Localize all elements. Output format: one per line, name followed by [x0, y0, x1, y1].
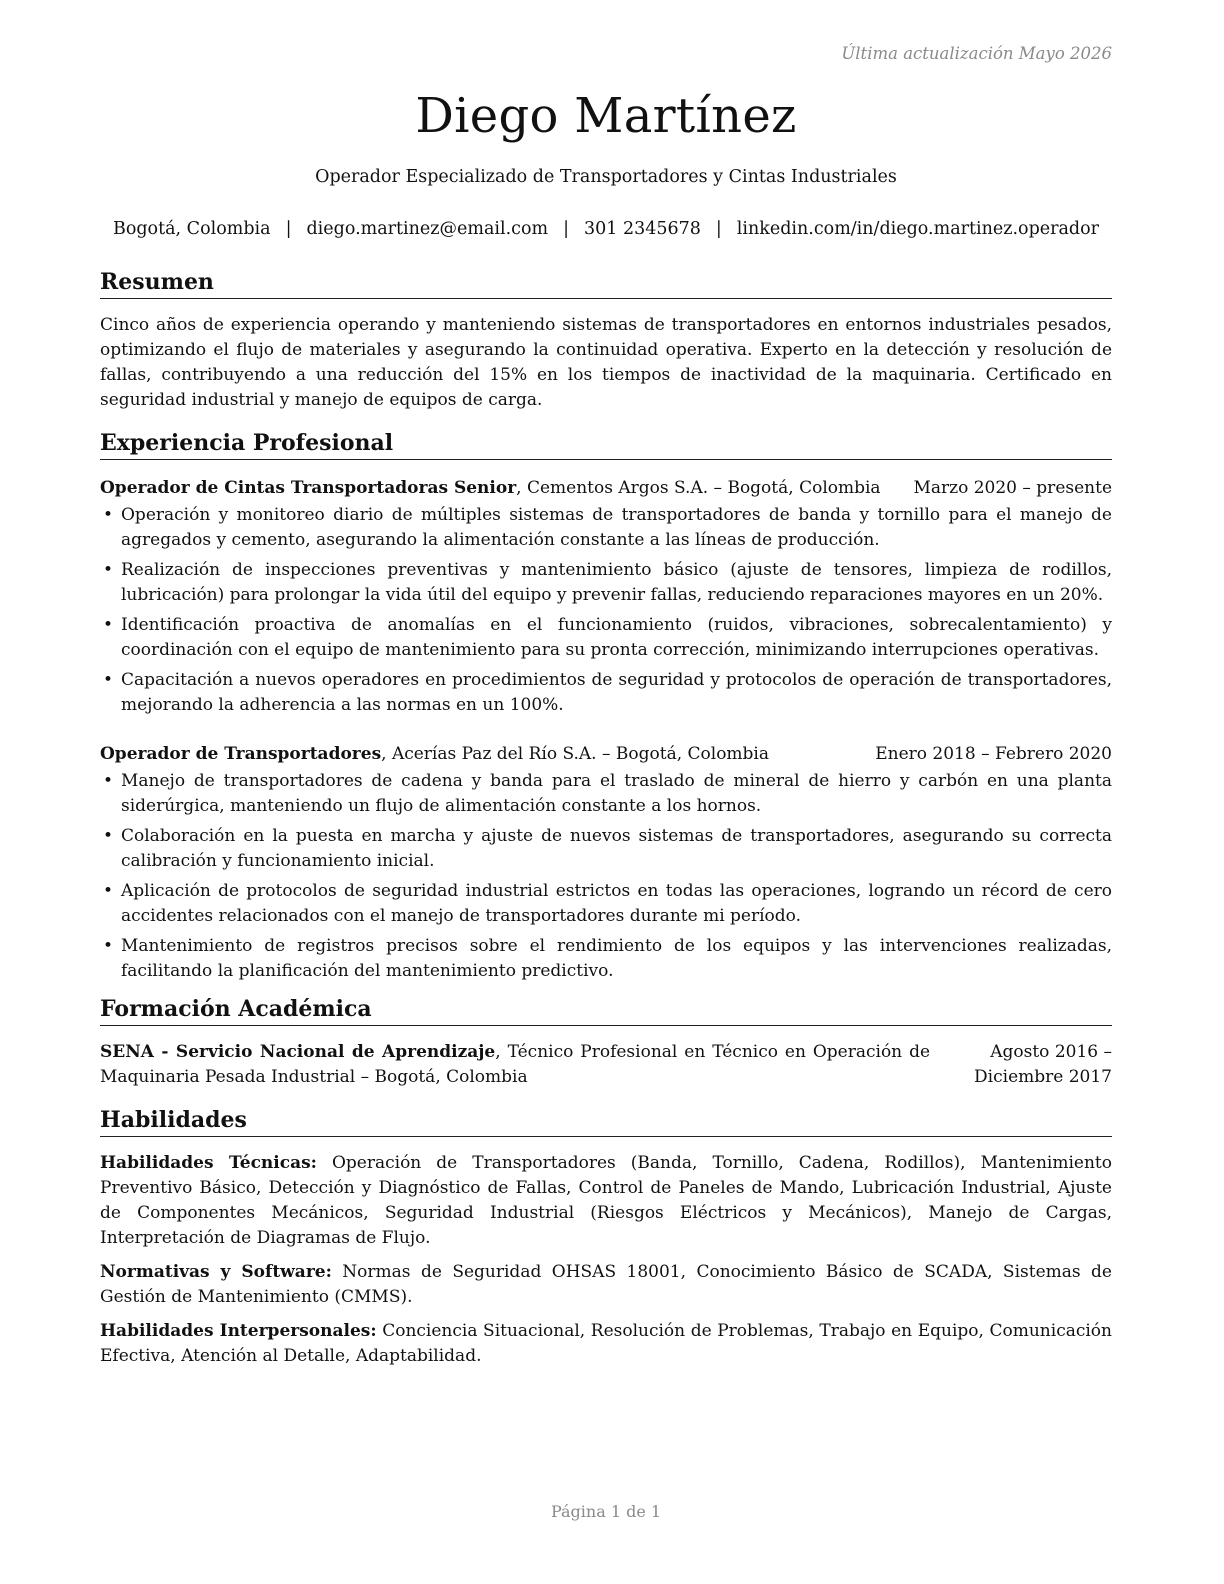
education-institution: SENA - Servicio Nacional de Aprendizaje	[100, 1042, 496, 1062]
bullet-icon: •	[103, 670, 114, 690]
job-bullet: • Colaboración en la puesta en marcha y ajuste de nuevos sistemas de transportadores, asegurando su correcta calibración y funcionamiento inicial.	[103, 826, 1112, 871]
summary-heading: Resumen	[100, 268, 1112, 299]
resume-page	[100, 0, 1112, 1584]
skills-heading: Habilidades	[100, 1106, 1112, 1137]
job-header	[100, 742, 1112, 767]
skill-group	[100, 1319, 1112, 1369]
job-bullets	[100, 769, 1112, 984]
job-header	[100, 476, 1112, 501]
education-heading: Formación Académica	[100, 995, 1112, 1026]
job-bullet: • Mantenimiento de registros precisos sobre el rendimiento de los equipos y las intervenciones realizadas, facilitando la planificación del mantenimiento predictivo.	[103, 936, 1112, 981]
candidate-name: Diego Martínez	[415, 88, 797, 144]
skills-section	[100, 1106, 1112, 1369]
resume-body	[100, 268, 1112, 1378]
bullet-icon: •	[103, 826, 114, 846]
education-section	[100, 995, 1112, 1090]
candidate-headline: Operador Especializado de Transportadores y Cintas Industriales	[315, 167, 897, 187]
last-updated: Última actualización Mayo 2026	[841, 44, 1112, 63]
job-company: , Acerías Paz del Río S.A. – Bogotá, Colombia	[381, 744, 770, 764]
job-role: Operador de Transportadores	[100, 744, 382, 764]
contact-location: Bogotá, Colombia	[112, 219, 271, 239]
contact-email[interactable]: diego.martinez@email.com	[306, 219, 549, 239]
contact-line	[100, 219, 1112, 239]
contact-linkedin[interactable]: linkedin.com/in/diego.martinez.operador	[736, 219, 1100, 239]
skill-group	[100, 1151, 1112, 1251]
summary-section	[100, 268, 1112, 413]
education-entry	[100, 1040, 1112, 1090]
bullet-icon: •	[103, 881, 114, 901]
contact-phone: 301 2345678	[583, 219, 701, 239]
bullet-icon: •	[103, 936, 114, 956]
bullet-icon: •	[103, 560, 114, 580]
page-footer: Página 1 de 1	[550, 1502, 662, 1521]
education-dates: Agosto 2016 – Diciembre 2017	[974, 1042, 1112, 1087]
job-bullet: • Manejo de transportadores de cadena y banda para el traslado de mineral de hierro y carbón en una planta siderúrgica, manteniendo un flujo de alimentación constante a los hornos.	[103, 771, 1112, 816]
contact-separator: |	[285, 219, 292, 239]
skill-group-label: Normativas y Software:	[100, 1262, 332, 1282]
skill-group-text: Operación de Transportadores (Banda, Tornillo, Cadena, Rodillos), Mantenimiento Preventivo Básico, Detección y Diagnóstico de Fallas, Control de Paneles de Mando, Lubricación Industrial, Ajuste de Componentes Mecánicos, Seguridad Industrial (Riesgos Eléctricos y Mecánicos), Manejo de Cargas, Interpretación de Diagramas de Flujo.	[100, 1153, 1112, 1248]
experience-section	[100, 429, 1112, 984]
skill-group-text: Normas de Seguridad OHSAS 18001, Conocimiento Básico de SCADA, Sistemas de Gestión de Mantenimiento (CMMS).	[100, 1262, 1112, 1307]
bullet-icon: •	[103, 505, 114, 525]
job-bullets	[100, 503, 1112, 718]
bullet-icon: •	[103, 771, 114, 791]
education-degree: , Técnico Profesional en Técnico en Operación de Maquinaria Pesada Industrial – Bogotá, Colombia	[100, 1042, 931, 1087]
skill-group	[100, 1260, 1112, 1310]
skill-group-text: Conciencia Situacional, Resolución de Problemas, Trabajo en Equipo, Comunicación Efectiva, Atención al Detalle, Adaptabilidad.	[100, 1321, 1112, 1366]
job-bullet: • Aplicación de protocolos de seguridad industrial estrictos en todas las operaciones, logrando un récord de cero accidentes relacionados con el manejo de transportadores durante mi período.	[103, 881, 1112, 926]
job-bullet: • Identificación proactiva de anomalías en el funcionamiento (ruidos, vibraciones, sobrecalentamiento) y coordinación con el equipo de mantenimiento para su pronta corrección, minimizando interrupciones operativas.	[103, 615, 1112, 660]
job-company: , Cementos Argos S.A. – Bogotá, Colombia	[516, 478, 881, 498]
job-entry	[100, 742, 1112, 984]
skill-group-label: Habilidades Técnicas:	[100, 1153, 317, 1173]
job-entry	[100, 476, 1112, 718]
contact-separator: |	[715, 219, 722, 239]
contact-separator: |	[563, 219, 569, 239]
job-bullet: • Operación y monitoreo diario de múltiples sistemas de transportadores de banda y tornillo para el manejo de agregados y cemento, asegurando la alimentación constante a las líneas de producción.	[103, 505, 1112, 550]
job-bullet: • Capacitación a nuevos operadores en procedimientos de seguridad y protocolos de operación de transportadores, mejorando la adherencia a las normas en un 100%.	[103, 670, 1112, 715]
skill-group-label: Habilidades Interpersonales:	[100, 1321, 377, 1341]
job-dates: Marzo 2020 – presente	[913, 478, 1112, 498]
job-dates: Enero 2018 – Febrero 2020	[875, 744, 1112, 764]
bullet-icon: •	[103, 615, 114, 635]
job-role: Operador de Cintas Transportadoras Senior	[100, 478, 517, 498]
experience-heading: Experiencia Profesional	[100, 429, 1112, 460]
job-bullet: • Realización de inspecciones preventivas y mantenimiento básico (ajuste de tensores, limpieza de rodillos, lubricación) para prolongar la vida útil del equipo y prevenir fallas, reduciendo reparaciones mayores en un 20%.	[103, 560, 1112, 605]
summary-text: Cinco años de experiencia operando y manteniendo sistemas de transportadores en entornos industriales pesados, optimizando el flujo de materiales y asegurando la continuidad operativa. Experto en la detección y resolución de fallas, contribuyendo a una reducción del 15% en los tiempos de inactividad de la maquinaria. Certificado en seguridad industrial y manejo de equipos de carga.	[100, 315, 1112, 410]
